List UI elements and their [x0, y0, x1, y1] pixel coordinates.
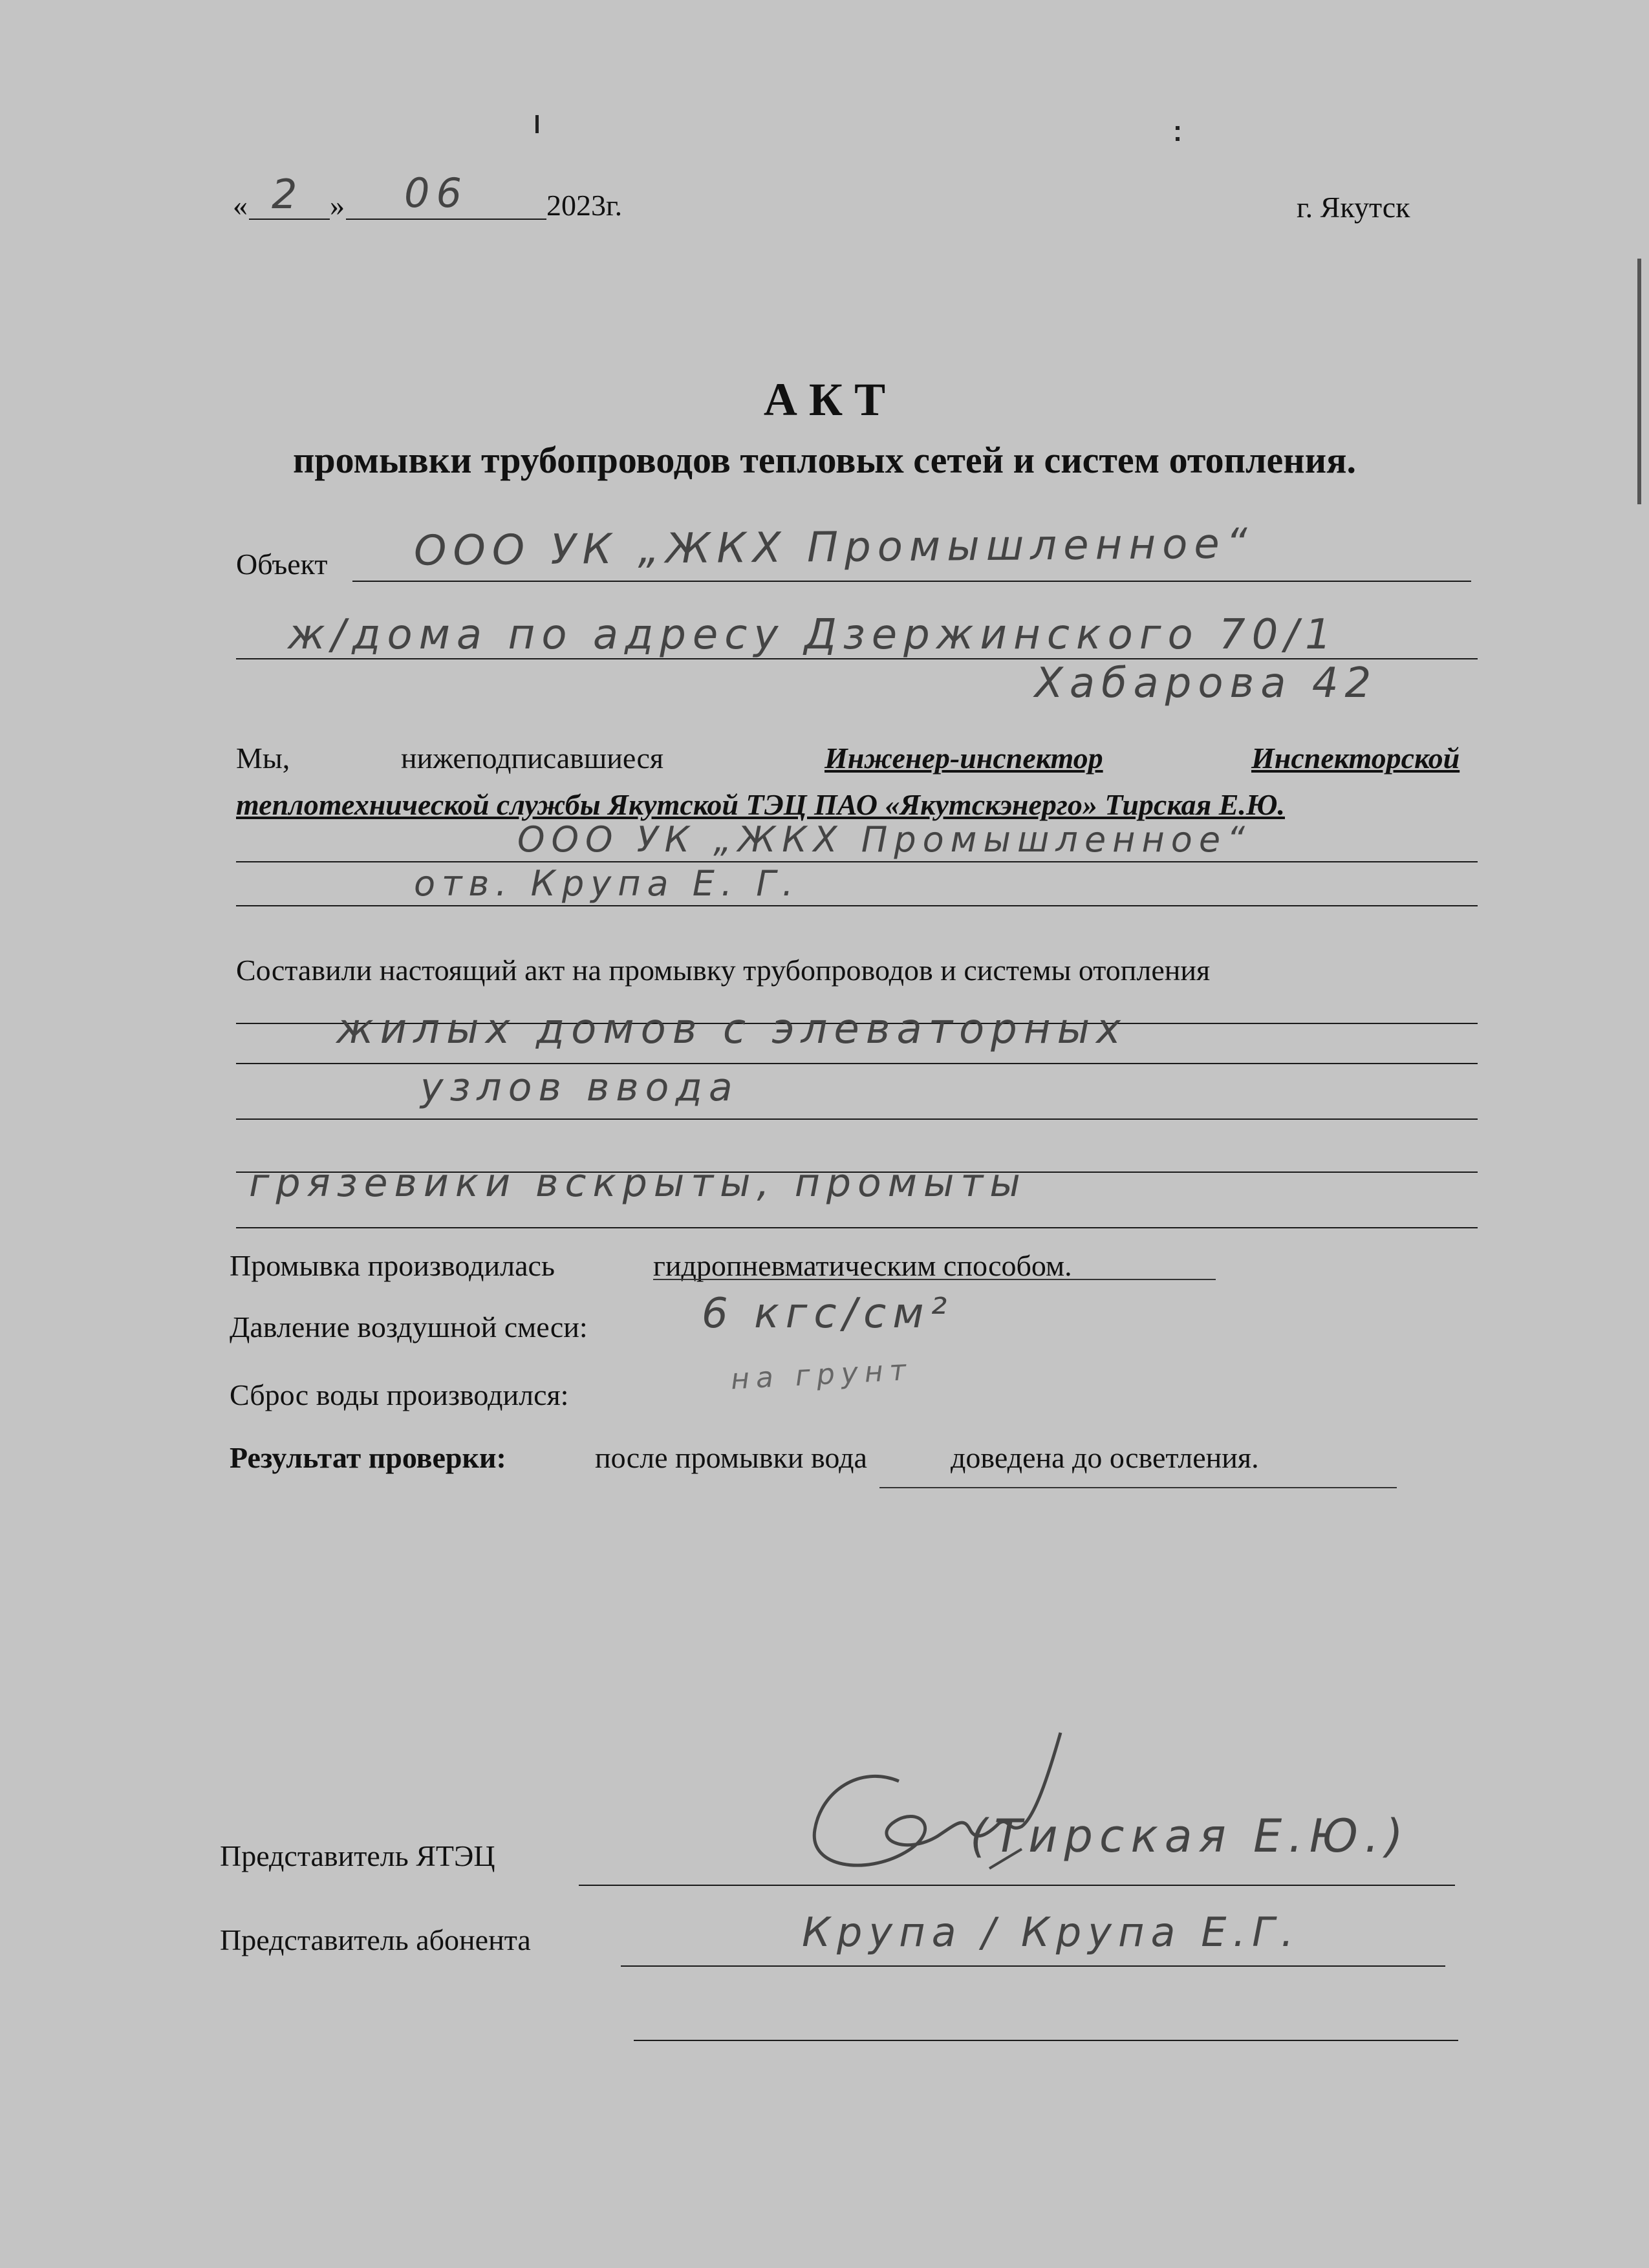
inspector-title-line-2: теплотехнической службы Якутской ТЭЦ ПАО «Якутскэнерго» Тирская Е.Ю.: [236, 788, 1285, 821]
compiled-handwritten-line-2: узлов ввода: [420, 1065, 739, 1110]
signatories-handwritten-line-2: отв. Крупа Е. Г.: [414, 863, 800, 904]
inspector-title-part1: Инженер-инспектор: [824, 742, 1103, 775]
discharge-value: на грунт: [729, 1353, 914, 1396]
signatories-label: Мы,: [236, 742, 290, 775]
city: г. Якутск: [1297, 191, 1410, 224]
object-handwritten-line-3: Хабарова 42: [1035, 659, 1378, 707]
object-handwritten-line-1: ООО УК „ЖКХ Промышленное“: [413, 520, 1255, 575]
date-day: 2: [272, 171, 304, 218]
discharge-label: Сброс воды производился:: [230, 1378, 569, 1411]
result-label: Результат проверки:: [230, 1441, 506, 1474]
object-handwritten-line-2: ж/дома по адресу Дзержинского 70/1: [288, 611, 1338, 659]
compiled-text: Составили настоящий акт на промывку трубопроводов и системы отопления: [236, 954, 1211, 987]
compiled-handwritten-line-3: грязевики вскрыты, промыты: [249, 1161, 1027, 1206]
object-underline-1: [352, 581, 1471, 582]
signatories-underline-1: [236, 861, 1478, 862]
pressure-label: Давление воздушной смеси:: [230, 1311, 588, 1343]
document-subtitle: промывки трубопроводов тепловых сетей и систем отопления.: [292, 439, 1357, 481]
date-year: 2023г.: [546, 189, 623, 222]
signatories-underline-2: [236, 905, 1478, 906]
date-close-quote: »: [330, 189, 345, 222]
date-month-underline: [346, 219, 546, 220]
document-title: А К Т: [763, 374, 886, 425]
date-day-underline: [249, 219, 330, 220]
method-value: гидропневматическим способом.: [653, 1249, 1072, 1282]
result-underline: [879, 1487, 1397, 1488]
method-underline: [653, 1279, 1216, 1280]
ytec-representative-label: Представитель ЯТЭЦ: [220, 1839, 495, 1872]
result-text-underlined: доведена до осветления.: [951, 1441, 1259, 1474]
compiled-handwritten-line-1: жилых домов с элеваторных: [336, 1005, 1127, 1053]
date-month: 06: [404, 169, 468, 217]
ytec-representative-name: (Тирская Е.Ю.): [970, 1810, 1410, 1863]
subscriber-representative-name: Крупа / Крупа Е.Г.: [802, 1909, 1300, 1956]
compiled-underline-5: [236, 1227, 1478, 1228]
method-label: Промывка производилась: [230, 1249, 555, 1282]
inspector-title-part2: Инспекторской: [1251, 742, 1460, 775]
signatories-label-2: нижеподписавшиеся: [401, 742, 664, 775]
scan-dot: [1176, 126, 1180, 130]
compiled-underline-3: [236, 1118, 1478, 1120]
result-text-plain: после промывки вода: [595, 1441, 867, 1474]
object-label: Объект: [236, 548, 328, 581]
compiled-underline-2: [236, 1063, 1478, 1064]
subscriber-representative-label: Представитель абонента: [220, 1923, 531, 1956]
scan-dot: [535, 115, 539, 133]
subscriber-signature-line: [621, 1965, 1445, 1967]
extra-signature-line: [634, 2040, 1458, 2041]
signatories-handwritten-line-1: ООО УК „ЖКХ Промышленное“: [517, 819, 1252, 860]
scan-dot: [1176, 137, 1180, 141]
date-open-quote: «: [233, 189, 248, 222]
pressure-value: 6 кгс/см²: [702, 1290, 954, 1338]
